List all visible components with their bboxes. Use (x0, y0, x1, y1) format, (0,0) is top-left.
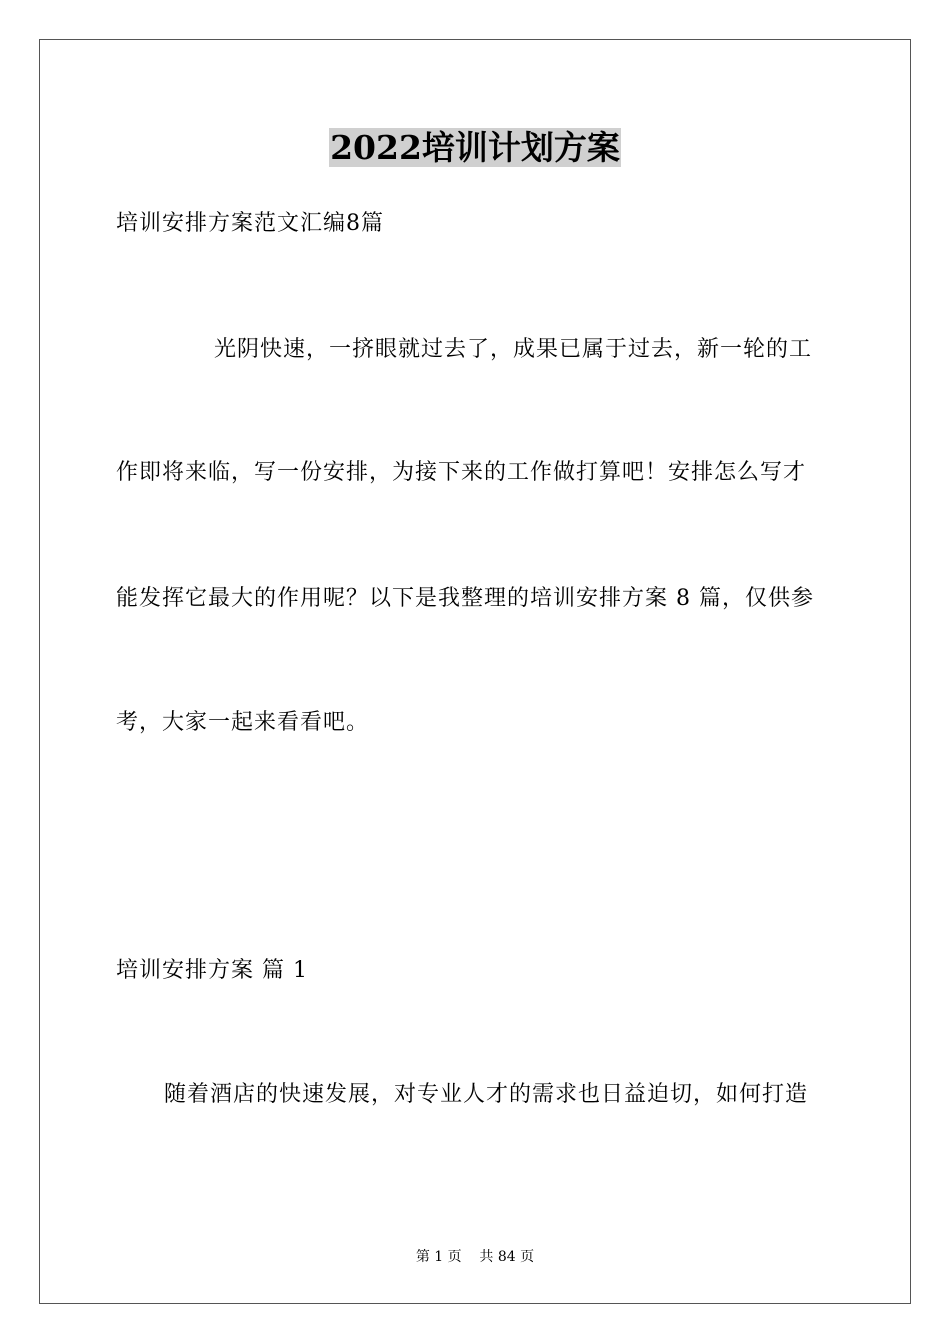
intro-line-1: 光阴快速，一挤眼就过去了，成果已属于过去，新一轮的工 (214, 337, 813, 362)
page-footer: 第 1 页 共 84 页 (415, 1249, 535, 1265)
section-line-1: 随着酒店的快速发展，对专业人才的需求也日益迫切，如何打造 (164, 1082, 809, 1107)
intro-line-2: 作即将来临，写一份安排，为接下来的工作做打算吧！安排怎么写才 (116, 460, 807, 485)
document-title (0, 126, 950, 170)
intro-line-3: 能发挥它最大的作用呢？以下是我整理的培训安排方案 8 篇，仅供参 (116, 586, 814, 611)
document-subtitle: 培训安排方案范文汇编8篇 (116, 211, 384, 236)
document-title-text: 2022培训计划方案 (330, 128, 620, 167)
intro-line-4: 考，大家一起来看看吧。 (116, 710, 370, 735)
section-heading: 培训安排方案 篇 1 (116, 958, 308, 983)
